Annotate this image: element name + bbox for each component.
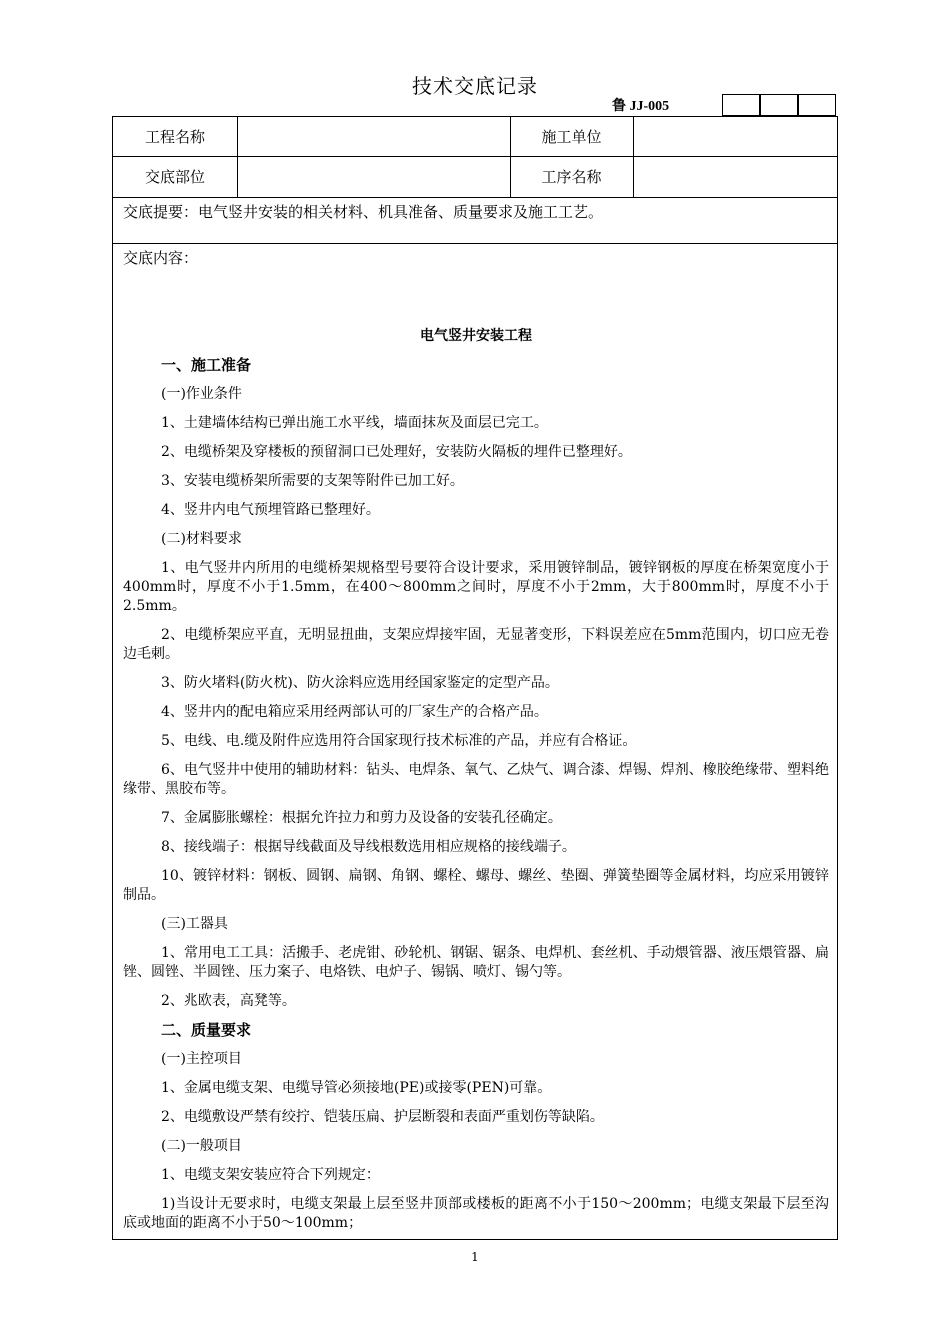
disclosure-part-label: 交底部位 xyxy=(144,168,205,186)
form-code xyxy=(612,94,722,116)
paragraph: 2、电缆桥架应平直，无明显扭曲，支架应焊接牢固，无显著变形，下料误差应在5mm范围内，切口应无卷边毛刺。 xyxy=(123,627,829,662)
paragraph: 2、电缆敷设严禁有绞拧、铠装压扁、护层断裂和表面严重划伤等缺陷。 xyxy=(161,1109,604,1125)
paragraph: 1)当设计无要求时，电缆支架最上层至竖井顶部或楼板的距离不小于150～200mm；电缆支架最下层至沟底或地面的距离不小于50～100mm； xyxy=(123,1196,829,1231)
subsection-heading: (二)一般项目 xyxy=(161,1138,242,1154)
paragraph: 1、电缆支架安装应符合下列规定： xyxy=(161,1167,380,1183)
page-number: 1 xyxy=(471,1250,479,1264)
code-box-1 xyxy=(722,94,760,116)
disclosure-content xyxy=(123,327,829,1243)
paragraph: 6、电气竖井中使用的辅助材料：钻头、电焊条、氧气、乙炔气、调合漆、焊锡、焊剂、橡胶绝缘带、塑料绝缘带、黑胶布等。 xyxy=(123,762,829,797)
paragraph: 1、常用电工工具：活搬手、老虎钳、砂轮机、钢锯、锯条、电焊机、套丝机、手动煨管器、液压煨管器、扁锉、圆锉、半圆锉、压力案子、电烙铁、电炉子、锡锅、喷灯、锡勺等。 xyxy=(123,945,829,980)
paragraph: 2、兆欧表，高凳等。 xyxy=(161,993,296,1009)
project-name-label: 工程名称 xyxy=(144,128,205,146)
disclosure-part-value[interactable] xyxy=(237,156,510,197)
paragraph: 8、接线端子：根据导线截面及导线根数选用相应规格的接线端子。 xyxy=(161,839,576,855)
construction-unit-label: 施工单位 xyxy=(541,128,602,146)
form-code-text: 鲁 JJ-005 xyxy=(612,99,670,114)
paragraph: 5、电线、电.缆及附件应选用符合国家现行技术标准的产品，并应有合格证。 xyxy=(161,733,637,749)
paragraph: 7、金属膨胀螺栓：根据允许拉力和剪力及设备的安装孔径确定。 xyxy=(161,810,562,826)
row-divider-2 xyxy=(113,197,837,198)
subsection-heading: (一)主控项目 xyxy=(161,1051,242,1067)
paragraph: 2、电缆桥架及穿楼板的预留洞口已处理好，安装防火隔板的埋件已整理好。 xyxy=(161,444,632,460)
subsection-heading: (三)工器具 xyxy=(161,916,228,932)
construction-unit-value[interactable] xyxy=(633,117,836,156)
document-title: 技术交底记录 xyxy=(412,74,538,98)
section-heading: 一、施工准备 xyxy=(161,356,252,374)
code-box-3 xyxy=(798,94,836,116)
paragraph: 3、防火堵料(防火枕)、防火涂料应选用经国家鉴定的定型产品。 xyxy=(161,675,559,691)
project-name-value[interactable] xyxy=(237,117,510,156)
paragraph: 1、金属电缆支架、电缆导管必须接地(PE)或接零(PEN)可靠。 xyxy=(161,1080,552,1096)
subsection-heading: (一)作业条件 xyxy=(161,386,242,402)
process-name-label: 工序名称 xyxy=(541,168,602,186)
subsection-heading: (二)材料要求 xyxy=(161,531,242,547)
paragraph: 1、电气竖井内所用的电缆桥架规格型号要符合设计要求，采用镀锌制品，镀锌钢板的厚度在桥架宽度小于400mm时，厚度不小于1.5mm，在400～800mm之间时，厚度不小于2mm，大于800mm时，厚度不小于2.5mm。 xyxy=(123,560,829,614)
paragraph: 4、竖井内电气预埋管路已整理好。 xyxy=(161,502,380,518)
record-form xyxy=(112,116,838,1240)
content-heading: 电气竖井安装工程 xyxy=(420,328,532,344)
content-label: 交底内容： xyxy=(123,249,199,267)
section-heading: 二、质量要求 xyxy=(161,1021,252,1039)
disclosure-summary: 交底提要：电气竖井安装的相关材料、机具准备、质量要求及施工工艺。 xyxy=(123,203,604,221)
paragraph: 1、土建墙体结构已弹出施工水平线，墙面抹灰及面层已完工。 xyxy=(161,415,548,431)
paragraph: 4、竖井内的配电箱应采用经两部认可的厂家生产的合格产品。 xyxy=(161,704,548,720)
process-name-value[interactable] xyxy=(633,156,836,197)
paragraph: 3、安装电缆桥架所需要的支架等附件已加工好。 xyxy=(161,473,464,489)
paragraph: 10、镀锌材料：钢板、圆钢、扁钢、角钢、螺栓、螺母、螺丝、垫圈、弹簧垫圈等金属材料，均应采用镀锌制品。 xyxy=(123,868,829,903)
row-divider-3 xyxy=(113,243,837,244)
code-box-2 xyxy=(760,94,798,116)
